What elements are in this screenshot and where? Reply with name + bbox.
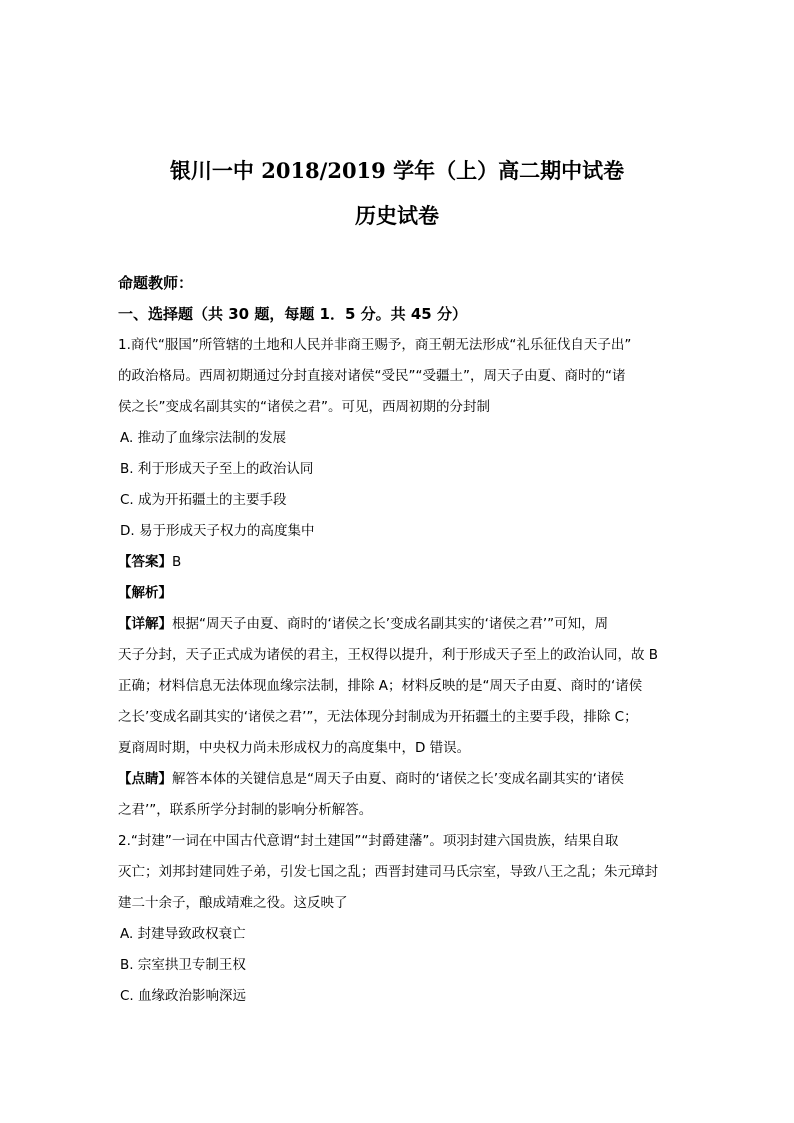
option-a: A. 封建导致政权衰亡 <box>120 926 246 942</box>
question-stem-line: 2.“封建”一词在中国古代意谓“封土建国”“封爵建藩”。项羽封建六国贵族，结果自取 <box>118 833 619 849</box>
exam-title: 银川一中 2018/2019 学年（上）高二期中试卷 <box>169 158 625 183</box>
comment-text: 解答本体的关键信息是“周天子由夏、商时的‘诸侯之长’变成名副其实的‘诸侯 <box>172 771 624 787</box>
exam-content <box>118 268 678 1012</box>
option-d: D. 易于形成天子权力的高度集中 <box>120 523 315 539</box>
answer-value: B <box>172 554 182 570</box>
section-heading: 一、选择题（共 30 题，每题 1．5 分。共 45 分） <box>118 305 467 323</box>
detail-line: 夏商周时期，中央权力尚未形成权力的高度集中，D 错误。 <box>118 740 471 756</box>
comment-tag: 【点睛】 <box>118 771 172 787</box>
question-stem-line: 灭亡；刘邦封建同姓子弟，引发七国之乱；西晋封建司马氏宗室，导致八王之乱；朱元璋封 <box>118 864 658 880</box>
exam-subtitle: 历史试卷 <box>355 203 439 228</box>
detail-line: 之长’变成名副其实的‘诸侯之君’”，无法体现分封制成为开拓疆土的主要手段，排除 C； <box>118 709 638 725</box>
author-label: 命题教师： <box>118 274 194 292</box>
question-stem-line: 建二十余子，酿成靖难之役。这反映了 <box>118 895 348 911</box>
question-1 <box>118 330 678 826</box>
answer-tag: 【答案】 <box>118 554 172 570</box>
detail-tag: 【详解】 <box>118 616 172 632</box>
comment-line: 之君’”，联系所学分封制的影响分析解答。 <box>118 802 373 818</box>
question-2 <box>118 826 678 1012</box>
option-b: B. 利于形成天子至上的政治认同 <box>120 461 314 477</box>
question-stem-line: 1.商代“服国”所管辖的土地和人民并非商王赐予，商王朝无法形成“礼乐征伐自天子出” <box>118 337 632 353</box>
option-c: C. 血缘政治影响深远 <box>120 988 247 1004</box>
question-stem-line: 的政治格局。西周初期通过分封直接对诸侯“受民”“受疆土”，周天子由夏、商时的“诸 <box>118 368 626 384</box>
option-a: A. 推动了血缘宗法制的发展 <box>120 430 287 446</box>
answer-line <box>118 547 678 578</box>
detail-line <box>118 609 678 640</box>
detail-line: 正确；材料信息无法体现血缘宗法制，排除 A；材料反映的是“周天子由夏、商时的‘诸侯 <box>118 678 643 694</box>
detail-text: 根据“周天子由夏、商时的‘诸侯之长’变成名副其实的‘诸侯之君’”可知，周 <box>172 616 609 632</box>
option-b: B. 宗室拱卫专制王权 <box>120 957 246 973</box>
comment-line <box>118 764 678 795</box>
analysis-tag: 【解析】 <box>118 585 172 601</box>
detail-line: 天子分封，天子正式成为诸侯的君主，王权得以提升，利于形成天子至上的政治认同，故 B <box>118 647 659 663</box>
option-c: C. 成为开拓疆土的主要手段 <box>120 492 287 508</box>
question-stem-line: 侯之长”变成名副其实的“诸侯之君”。可见，西周初期的分封制 <box>118 399 490 415</box>
